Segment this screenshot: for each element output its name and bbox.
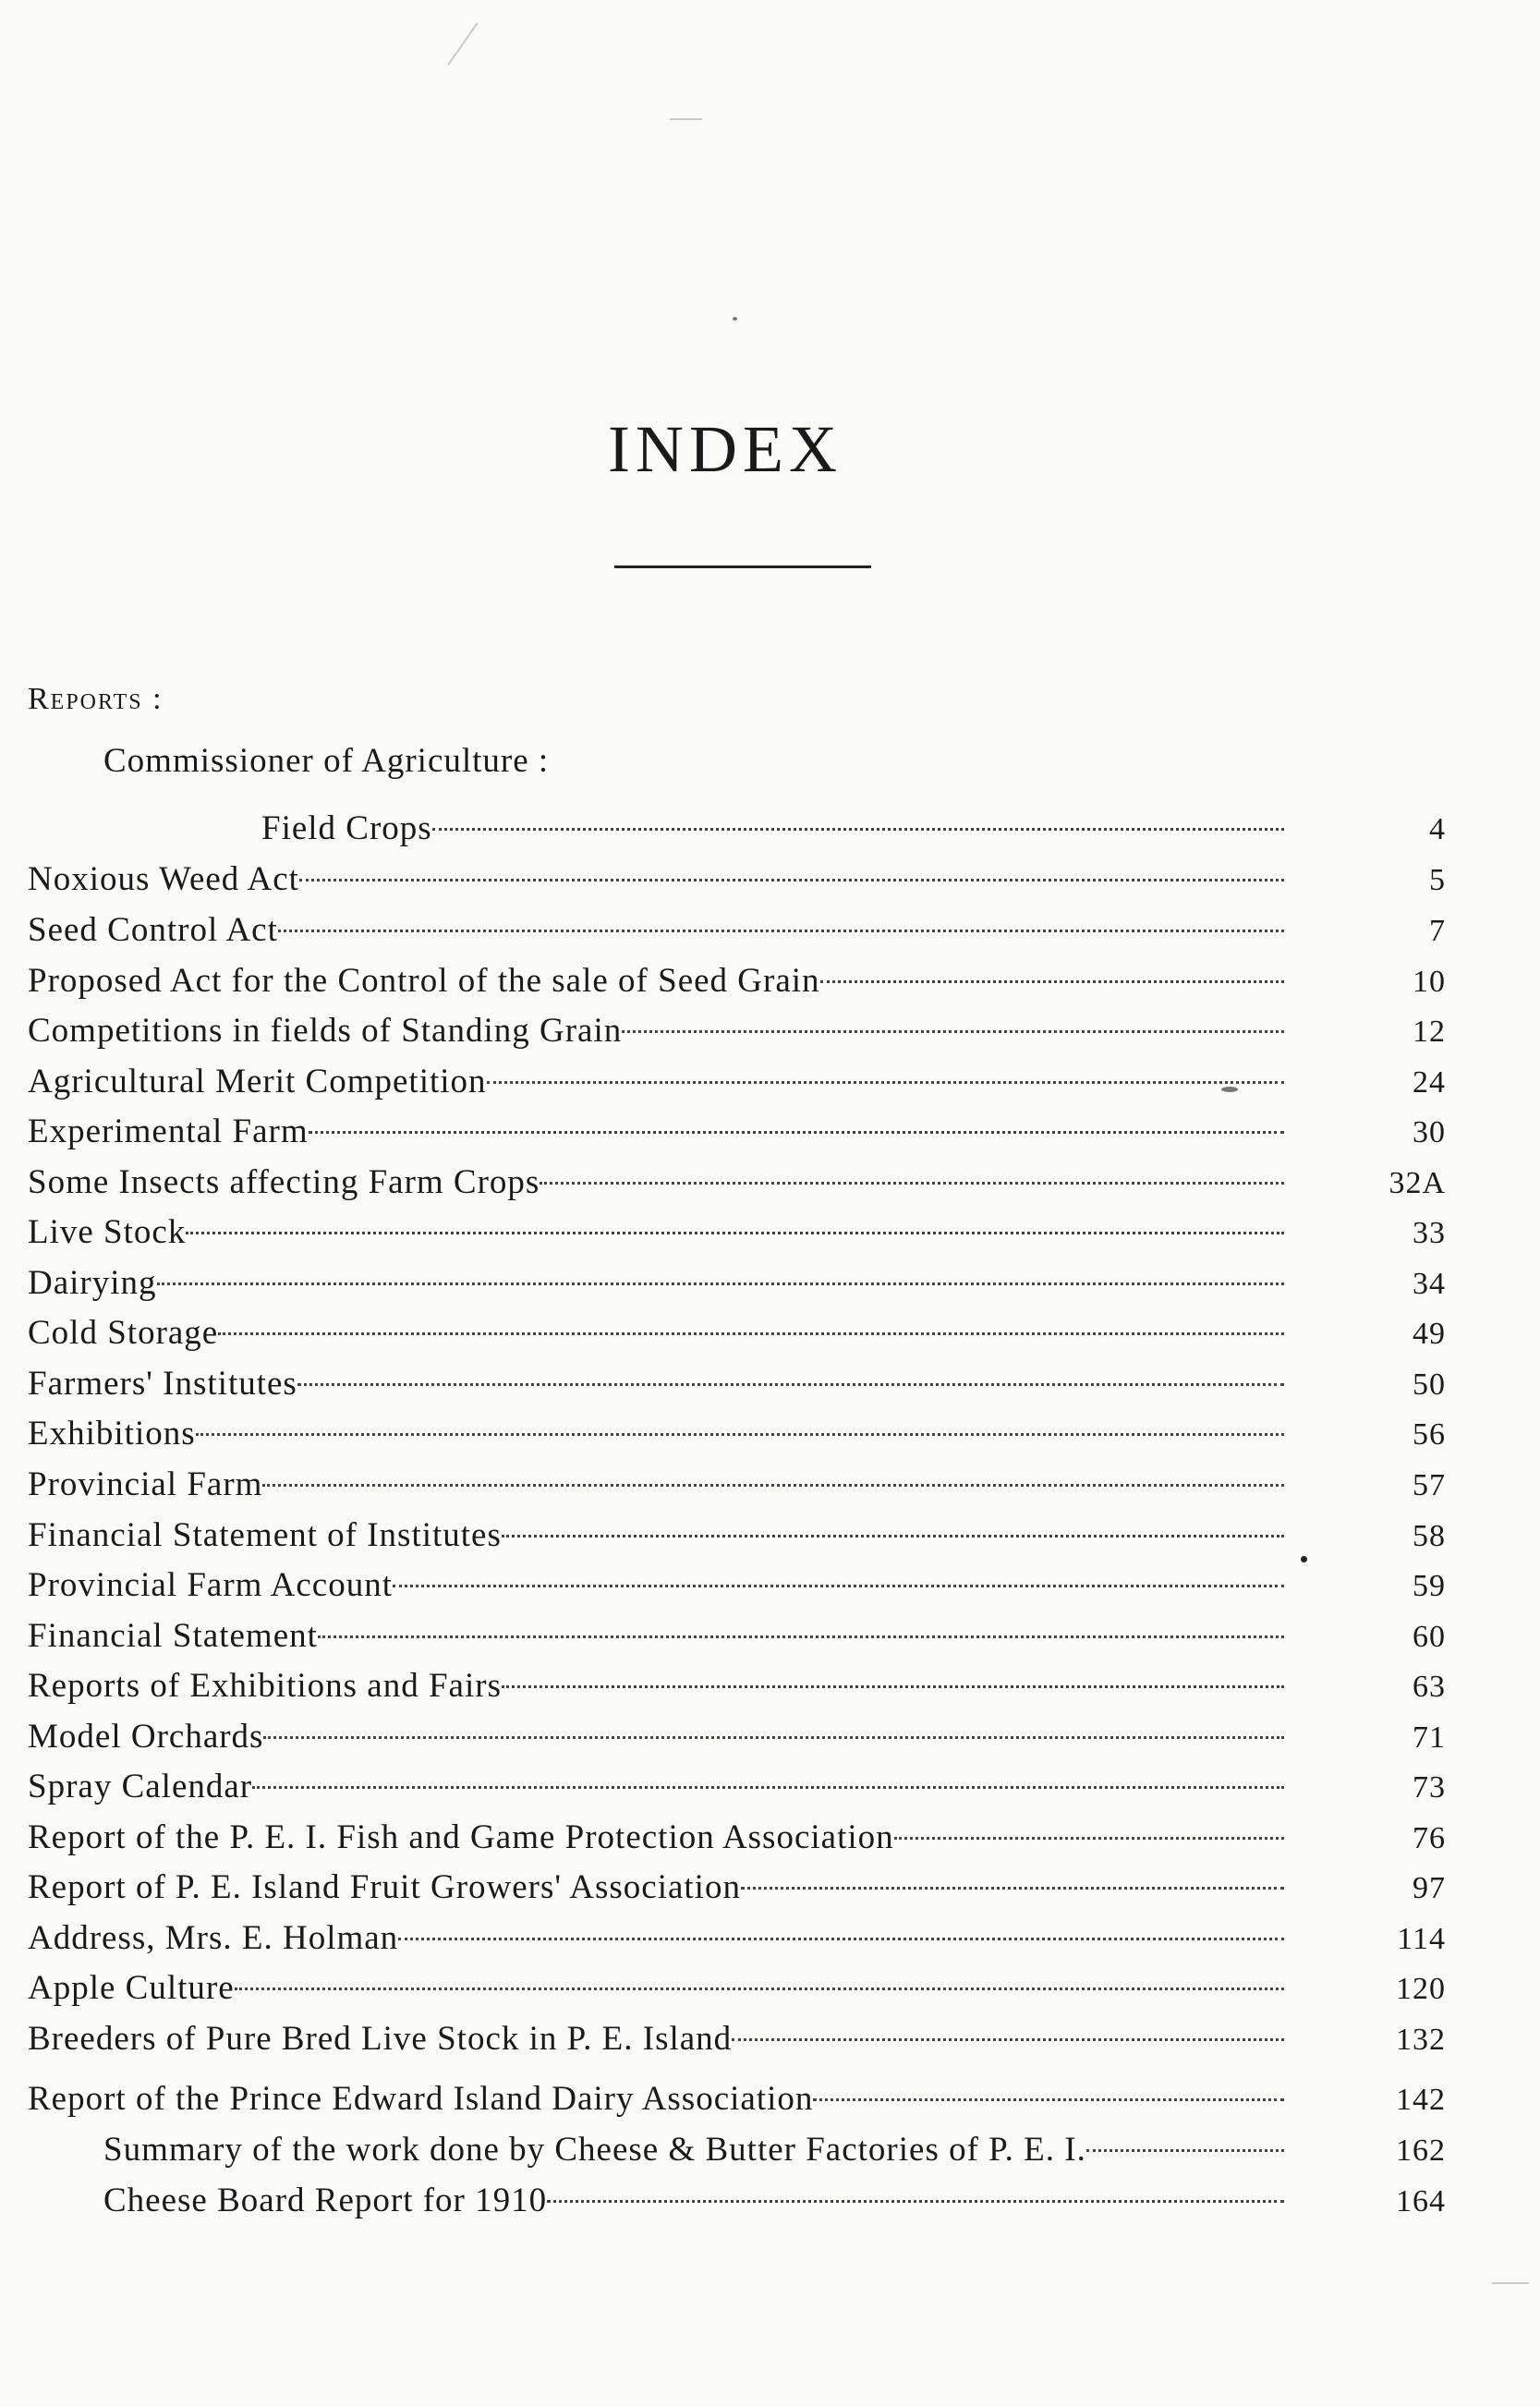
- index-entry-label: Agricultural Merit Competition: [28, 1063, 487, 1100]
- index-entry: [28, 1414, 1446, 1464]
- dot-leader: [398, 1946, 1284, 1949]
- dot-leader-line: [299, 879, 1284, 881]
- index-entry-page: 71: [1413, 1720, 1446, 1755]
- dot-leader: [540, 1190, 1284, 1193]
- dot-leader: [502, 1543, 1284, 1546]
- scan-speck: [1221, 1087, 1238, 1092]
- dot-leader: [318, 1644, 1284, 1647]
- index-entry: [103, 2130, 1446, 2180]
- index-entry-label: Exhibitions: [28, 1415, 196, 1453]
- index-entry-label: Seed Control Act: [28, 911, 278, 949]
- index-entry-label: Competitions in fields of Standing Grain: [28, 1012, 623, 1050]
- dot-leader-line: [157, 1283, 1284, 1285]
- index-entry: [28, 859, 1446, 909]
- dot-leader-line: [547, 2200, 1284, 2203]
- index-entry-page: 132: [1396, 2023, 1446, 2057]
- index-entry-label: Provincial Farm: [28, 1465, 263, 1503]
- dot-leader: [820, 989, 1284, 991]
- dot-leader: [1086, 2158, 1284, 2160]
- index-entry-label: Proposed Act for the Control of the sale of Seed Grain: [28, 962, 820, 1000]
- index-entry-page: 33: [1413, 1216, 1446, 1250]
- index-entry-page: 12: [1413, 1015, 1446, 1049]
- index-entry: [28, 1515, 1446, 1565]
- index-entry: [28, 1666, 1446, 1716]
- index-entry: [28, 1263, 1446, 1313]
- dot-leader-line: [263, 1736, 1284, 1739]
- index-entry-label: Spray Calendar: [28, 1768, 253, 1805]
- index-entry-page: 56: [1413, 1417, 1446, 1452]
- dot-leader-line: [502, 1685, 1284, 1688]
- dot-leader: [487, 1089, 1284, 1092]
- index-entry-label: Model Orchards: [28, 1718, 264, 1756]
- index-entry-label: Report of the P. E. I. Fish and Game Protection Association: [28, 1818, 894, 1856]
- dot-leader: [157, 1291, 1284, 1294]
- index-entry-label: Live Stock: [28, 1213, 187, 1251]
- index-entry-label: Some Insects affecting Farm Crops: [28, 1163, 540, 1201]
- index-entry-label: Dairying: [28, 1264, 157, 1302]
- index-entry-label: Experimental Farm: [28, 1112, 309, 1150]
- dot-leader-line: [235, 1988, 1284, 1990]
- index-entry-page: 164: [1396, 2184, 1446, 2219]
- index-entry-page: 49: [1413, 1317, 1446, 1351]
- scan-speck: [733, 317, 737, 321]
- dot-leader-line: [1086, 2149, 1284, 2152]
- index-entry-label: Breeders of Pure Bred Live Stock in P. E. Island: [28, 2020, 733, 2058]
- dot-leader-line: [218, 1332, 1284, 1335]
- index-entry-label: Financial Statement: [28, 1617, 318, 1655]
- scan-artifact: [447, 22, 478, 65]
- dot-leader-line: [622, 1030, 1284, 1033]
- index-entry: [28, 1717, 1446, 1767]
- dot-leader: [196, 1441, 1284, 1444]
- dot-leader: [622, 1039, 1284, 1041]
- index-entry: [28, 2079, 1446, 2129]
- index-entry-label: Farmers' Institutes: [28, 1365, 297, 1403]
- dot-leader-line: [820, 980, 1284, 983]
- dot-leader-line: [297, 1383, 1284, 1386]
- dot-leader: [741, 1895, 1284, 1898]
- index-entry-page: 50: [1413, 1368, 1446, 1402]
- index-entry-label: Summary of the work done by Cheese & Butter Factories of P. E. I.: [103, 2131, 1086, 2169]
- index-entry: [28, 1212, 1446, 1262]
- index-entry: [28, 2019, 1446, 2069]
- index-entry: [28, 1565, 1446, 1615]
- index-entry-label: Field Crops: [261, 809, 432, 847]
- dot-leader: [432, 836, 1284, 839]
- index-entry-page: 63: [1413, 1670, 1446, 1704]
- dot-leader: [262, 1492, 1284, 1495]
- index-entry: [28, 1011, 1446, 1061]
- dot-leader-line: [252, 1786, 1284, 1789]
- index-entry-page: 114: [1397, 1922, 1446, 1956]
- index-entry-page: 60: [1413, 1620, 1446, 1654]
- index-entry-label: Reports of Exhibitions and Fairs: [28, 1667, 502, 1705]
- index-entry: [103, 2181, 1446, 2231]
- index-entry-page: 34: [1413, 1267, 1446, 1301]
- index-entry-page: 59: [1413, 1569, 1446, 1603]
- dot-leader: [299, 887, 1284, 890]
- dot-leader: [235, 1996, 1284, 1999]
- scan-artifact: [1492, 2282, 1529, 2284]
- index-entry: [28, 1364, 1446, 1414]
- index-entry: [28, 1313, 1446, 1363]
- index-entry: [28, 961, 1446, 1011]
- index-entry: [261, 808, 1446, 858]
- index-entry: [28, 1616, 1446, 1666]
- dot-leader-line: [732, 2038, 1284, 2041]
- dot-leader-line: [487, 1081, 1284, 1084]
- dot-leader: [547, 2208, 1284, 2211]
- index-entry-label: Cold Storage: [28, 1314, 219, 1352]
- dot-leader: [252, 1794, 1284, 1797]
- scan-speck: [1301, 1556, 1307, 1562]
- index-entry-page: 76: [1413, 1821, 1446, 1855]
- dot-leader: [393, 1593, 1284, 1596]
- index-entry-page: 7: [1429, 914, 1446, 948]
- index-entry-page: 73: [1413, 1770, 1446, 1805]
- dot-leader: [813, 2107, 1284, 2109]
- index-entry: [28, 1767, 1446, 1817]
- index-entry-page: 30: [1413, 1115, 1446, 1149]
- dot-leader: [263, 1744, 1284, 1747]
- dot-leader-line: [398, 1938, 1284, 1940]
- index-entry-page: 162: [1396, 2133, 1446, 2168]
- dot-leader-line: [393, 1585, 1284, 1587]
- dot-leader: [502, 1694, 1284, 1696]
- index-entry-label: Provincial Farm Account: [28, 1566, 393, 1604]
- index-entry: [28, 1968, 1446, 2018]
- index-entry-page: 32A: [1388, 1166, 1446, 1200]
- index-entry: [28, 1817, 1446, 1867]
- dot-leader: [297, 1392, 1284, 1394]
- dot-leader-line: [894, 1837, 1284, 1840]
- index-entry-label: Address, Mrs. E. Holman: [28, 1919, 399, 1957]
- dot-leader-line: [196, 1433, 1284, 1436]
- dot-leader-line: [186, 1232, 1284, 1234]
- dot-leader-line: [813, 2098, 1284, 2101]
- index-entry: [28, 1918, 1446, 1968]
- title-rule: [614, 565, 871, 568]
- dot-leader: [894, 1845, 1284, 1848]
- index-entry-label: Noxious Weed Act: [28, 860, 299, 898]
- index-entry-page: 10: [1413, 965, 1446, 999]
- dot-leader: [278, 938, 1284, 941]
- page-title: INDEX: [608, 412, 843, 486]
- index-entry: [28, 1112, 1446, 1161]
- dot-leader-line: [502, 1535, 1284, 1538]
- dot-leader: [732, 2047, 1284, 2049]
- index-entry: [28, 1465, 1446, 1514]
- dot-leader: [218, 1341, 1284, 1343]
- dot-leader-line: [278, 930, 1284, 932]
- index-entry: [28, 1867, 1446, 1917]
- index-entry-page: 120: [1396, 1972, 1446, 2006]
- index-entry-page: 24: [1413, 1065, 1446, 1100]
- index-entry-page: 97: [1413, 1871, 1446, 1905]
- dot-leader-line: [741, 1887, 1284, 1890]
- index-entry: [28, 910, 1446, 960]
- dot-leader-line: [318, 1635, 1284, 1638]
- index-entry-label: Report of the Prince Edward Island Dairy Association: [28, 2080, 814, 2118]
- dot-leader-line: [262, 1484, 1284, 1487]
- section-heading: Reports :: [28, 682, 164, 716]
- scan-artifact: [670, 118, 702, 120]
- dot-leader-line: [309, 1131, 1284, 1134]
- index-entry: [28, 1162, 1446, 1212]
- index-entry-page: 58: [1413, 1519, 1446, 1553]
- subsection-heading: Commissioner of Agriculture :: [103, 742, 550, 780]
- index-entry-page: 57: [1413, 1468, 1446, 1502]
- dot-leader: [186, 1240, 1284, 1243]
- index-entry-page: 4: [1429, 812, 1446, 846]
- index-entry-label: Apple Culture: [28, 1969, 235, 2007]
- index-entry-label: Report of P. E. Island Fruit Growers' Association: [28, 1868, 741, 1906]
- dot-leader: [309, 1139, 1284, 1142]
- index-entry-label: Cheese Board Report for 1910: [103, 2182, 548, 2219]
- dot-leader-line: [432, 828, 1284, 831]
- dot-leader-line: [540, 1182, 1284, 1185]
- index-entry-page: 142: [1396, 2083, 1446, 2117]
- index-entry-page: 5: [1429, 863, 1446, 897]
- index-entry-label: Financial Statement of Institutes: [28, 1516, 502, 1554]
